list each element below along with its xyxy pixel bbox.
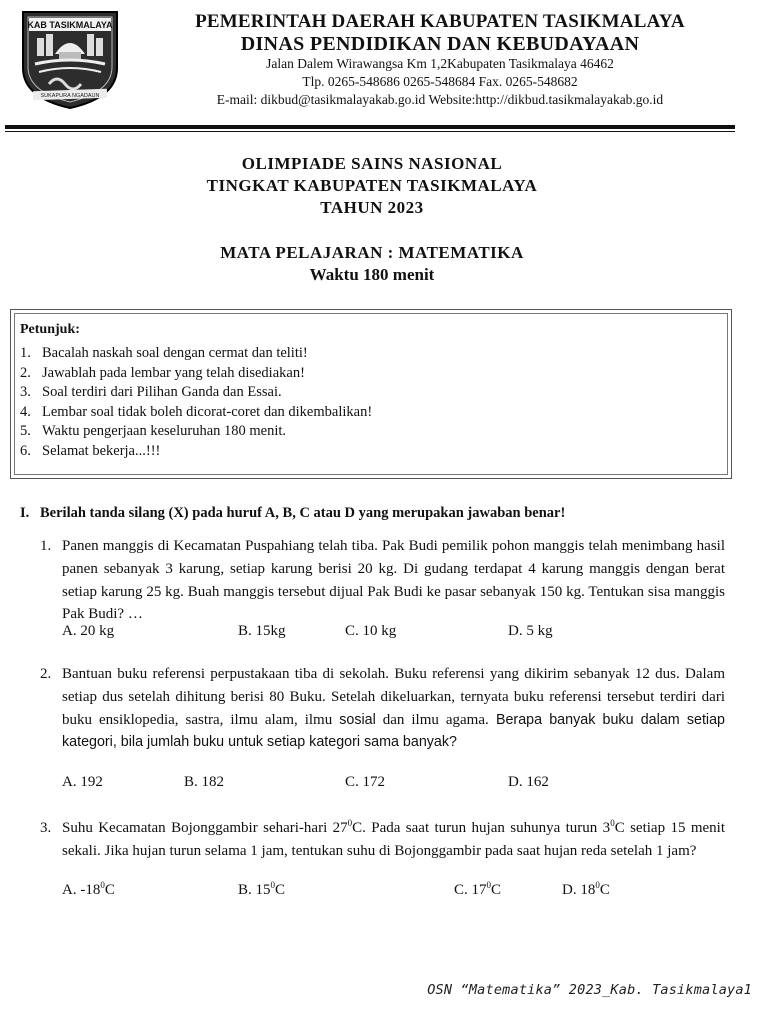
regency-emblem-logo <box>15 6 125 110</box>
letterhead-divider-thin <box>5 131 735 132</box>
degree-sign: 0 <box>347 818 353 828</box>
instruction-item: 6. Selamat bekerja...!!! <box>20 442 161 459</box>
letterhead-government: PEMERINTAH DAERAH KABUPATEN TASIKMALAYA <box>195 11 685 32</box>
option-a[interactable]: A. 192 <box>62 774 103 790</box>
exam-title-line2: TINGKAT KABUPATEN TASIKMALAYA <box>206 176 538 195</box>
option-c[interactable]: C. $17^0C$ <box>454 880 502 898</box>
option-b[interactable]: B. $15^0C$ <box>238 880 286 898</box>
page-footer: OSN “Matematika” 2023_Kab. Tasikmalaya1 <box>427 982 752 998</box>
option-d[interactable]: D. 162 <box>508 774 549 790</box>
letterhead-address: Jalan Dalem Wirawangsa Km 1,2Kabupaten Tasikmalaya 46462 <box>266 56 614 71</box>
exam-title-line1: OLIMPIADE SAINS NASIONAL <box>241 154 503 173</box>
logo-text: KAB TASIKMALAYA <box>27 20 113 30</box>
instructions-list <box>20 344 372 461</box>
instruction-item: 3. Soal terdiri dari Pilihan Ganda dan Essai. <box>20 384 282 400</box>
instructions-box <box>10 309 732 479</box>
exam-title-year: TAHUN 2023 <box>320 198 424 217</box>
option-a[interactable]: A. $-18^0C$ <box>62 880 115 898</box>
section-numeral: I. <box>20 505 30 521</box>
instruction-item: 1. Bacalah naskah soal dengan cermat dan teliti! <box>20 345 308 361</box>
question-text: Suhu Kecamatan Bojonggambir sehari-hari $27^0C$. Pada saat turun hujan suhunya turun $3^0C$ setiap 15 menit sekali. Jika hujan turun selama 1 jam, tentukan suhu di Bojonggambir pada saat hujan reda setelah 1 jam? <box>62 818 725 859</box>
exam-subject: MATA PELAJARAN : MATEMATIKA <box>220 243 524 262</box>
answer-options <box>62 882 722 902</box>
letterhead-divider-thick <box>5 125 735 129</box>
question-3 <box>40 817 725 898</box>
logo-motto: SUKAPURA NGADAUN <box>40 93 100 99</box>
option-c[interactable]: C. 172 <box>345 774 386 790</box>
option-b[interactable]: B. 15kg <box>238 623 286 639</box>
question-number: 2. <box>40 666 52 682</box>
option-d[interactable]: D. $18^0C$ <box>562 880 610 898</box>
letterhead-department: DINAS PENDIDIKAN DAN KEBUDAYAAN <box>240 33 640 55</box>
section-instruction: Berilah tanda silang (X) pada huruf A, B, C atau D yang merupakan jawaban benar! <box>40 505 566 521</box>
question-text: Bantuan buku referensi perpustakaan tiba di sekolah. Buku referensi yang dikirim sebanyak 12 dus. Dalam setiap dus setelah dihitung berisi 80 Buku. Setelah dikeluarkan, ternyata buku referensi tersebut terdiri dari buku ensiklopedia, sastra, ilmu alam, ilmu sosial dan ilmu agama. Berapa banyak buku dalam setiap kategori, bila jumlah buku untuk setiap kategori sama banyak? <box>62 666 726 751</box>
letterhead-phone: Tlp. 0265-548686 0265-548684 Fax. 0265-548682 <box>302 74 578 89</box>
question-2 <box>40 663 726 790</box>
question-number: 1. <box>40 538 52 554</box>
instruction-item: 2. Jawablah pada lembar yang telah disediakan! <box>20 364 305 381</box>
instructions-heading: Petunjuk: <box>20 322 80 337</box>
instruction-item: 5. Waktu pengerjaan keseluruhan 180 menit. <box>20 423 287 439</box>
letterhead-email: E-mail: dikbud@tasikmalayakab.go.id Website:http://dikbud.tasikmalayakab.go.id <box>216 92 664 107</box>
section-heading <box>20 505 565 522</box>
option-d[interactable]: D. 5 kg <box>508 623 553 639</box>
answer-options <box>62 774 722 794</box>
degree-sign: 0 <box>610 818 615 828</box>
question-text: Panen manggis di Kecamatan Puspahiang telah tiba. Pak Budi pemilik pohon manggis telah menimbang hasil panen sebanyak 3 karung, setiap karung berisi 20 kg. Di gudang terdapat 4 karung manggis dengan berat setiap karung 25 kg. Buah manggis tersebut dijual Pak Budi ke pasar sebanyak 150 kg. Tentukan sisa manggis Pak Budi? … <box>62 538 725 623</box>
option-c[interactable]: C. 10 kg <box>345 623 397 639</box>
option-a[interactable]: A. 20 kg <box>62 623 115 639</box>
answer-options <box>62 623 722 643</box>
exam-duration: Waktu 180 menit <box>309 265 435 284</box>
question-number: 3. <box>40 820 52 836</box>
instruction-item: 4. Lembar soal tidak boleh dicorat-coret dan dikembalikan! <box>20 403 373 420</box>
option-b[interactable]: B. 182 <box>184 774 225 790</box>
question-1 <box>40 535 725 639</box>
